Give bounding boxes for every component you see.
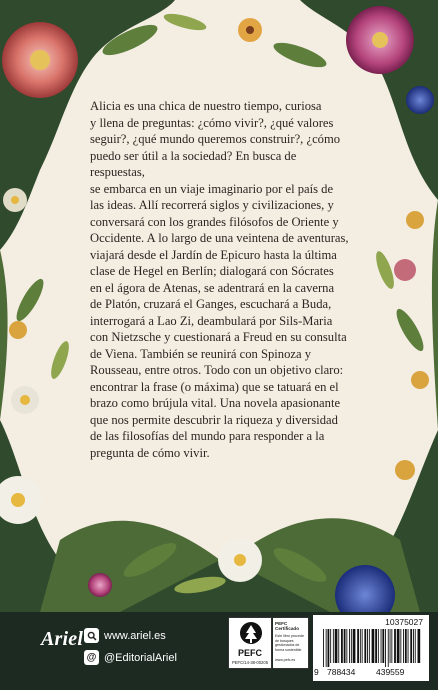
barcode-bar	[338, 629, 339, 663]
pefc-info-title: PEFC Certificado	[275, 621, 299, 631]
barcode-bar	[382, 629, 384, 663]
barcode-bar	[346, 629, 347, 663]
isbn-digit-group: 788434	[327, 667, 356, 677]
publisher-instagram[interactable]	[84, 649, 177, 666]
synopsis-line: Alicia es una chica de nuestro tiempo, curiosa	[90, 99, 322, 113]
pefc-info-url: www.pefc.es	[275, 658, 296, 663]
barcode-bar	[390, 629, 391, 663]
synopsis-line: que nos permite descubrir la riqueza y diversidad	[90, 412, 338, 427]
synopsis-line: en el ágora de Atenas, se adentrará en la caverna	[90, 280, 335, 295]
barcode-bar	[323, 629, 324, 667]
isbn-digit-group: 9	[314, 667, 319, 677]
barcode-bar	[388, 629, 389, 667]
barcode-bar	[353, 629, 356, 663]
barcode-bar	[403, 629, 404, 663]
barcode-bar	[400, 629, 401, 663]
isbn-barcode	[313, 615, 429, 681]
barcode-bar	[408, 629, 409, 663]
synopsis-line: Occidente. A lo largo de una veintena de aventuras,	[90, 231, 349, 245]
pefc-certification-logo	[228, 617, 272, 669]
barcode-bar	[385, 629, 386, 667]
instagram-handle[interactable]: @EditorialAriel	[104, 651, 177, 664]
synopsis-line: pregunta de cómo vivir.	[90, 445, 210, 460]
barcode-bar	[418, 629, 421, 663]
synopsis-line: encontrar la frase (o máxima) que se tatuará en el	[90, 379, 339, 394]
barcode-bar	[364, 629, 366, 663]
barcode-bar	[357, 629, 359, 663]
barcode-top-number: 10375027	[385, 617, 423, 627]
barcode-bar	[369, 629, 370, 663]
barcode-bar	[397, 629, 400, 663]
barcode-bar	[372, 629, 375, 663]
synopsis-line: las ideas. Allí recorrerá siglos y civilizaciones, y	[90, 198, 334, 212]
synopsis-line: de Platón, cruzará el Ganges, escuchará a Buda,	[90, 297, 332, 311]
synopsis-line: clase de Hegel en Berlín; dialogará con Sócrates	[90, 264, 334, 278]
barcode-bar	[367, 629, 368, 663]
barcode-bar	[330, 629, 331, 663]
barcode-bar	[360, 629, 361, 663]
publisher-website[interactable]	[84, 627, 166, 644]
synopsis-line: se embarca en un viaje imaginario por el país de	[90, 181, 334, 196]
synopsis-line: brazo como brújula vital. Una novela apasionante	[90, 396, 341, 410]
barcode-bar	[391, 629, 392, 663]
synopsis-line: interrogará a Lao Zi, deambulará por Sils-Maria	[90, 313, 333, 328]
barcode-bar	[410, 629, 412, 663]
barcode-bar	[375, 629, 377, 663]
barcode-bar	[335, 629, 338, 663]
barcode-bar	[413, 629, 414, 663]
synopsis-line: de las filosofías del mundo para responder a la	[90, 429, 325, 443]
barcode-bar	[333, 629, 334, 663]
instagram-icon: @	[84, 650, 99, 665]
back-cover-synopsis	[90, 98, 352, 461]
barcode-bar	[381, 629, 382, 663]
barcode-bar	[405, 629, 407, 663]
synopsis-line: Rousseau, entre otros. Todo con un objetivo claro:	[90, 363, 344, 377]
pefc-info-text: Este libro procede de bosques gestionados de forma sostenible	[275, 634, 304, 652]
synopsis-line: viajará desde el Jardín de Epicuro hasta la última	[90, 247, 337, 262]
barcode-bars	[321, 629, 421, 667]
synopsis-line: conversará con los grandes filósofos de Oriente y	[90, 214, 339, 229]
search-icon	[84, 628, 99, 643]
barcode-bar	[378, 629, 379, 663]
barcode-bar	[351, 629, 352, 663]
pefc-certification-info	[273, 617, 309, 669]
pefc-tree-icon	[239, 621, 263, 647]
barcode-bar	[328, 629, 330, 667]
barcode-bar	[326, 629, 327, 667]
publisher-logo: Ariel	[41, 628, 84, 650]
pefc-label: PEFC	[237, 648, 262, 658]
barcode-bar	[394, 629, 396, 663]
isbn-digit-group: 439559	[376, 667, 405, 677]
synopsis-line: de Viena. También se reunirá con Spinoza y	[90, 346, 312, 361]
barcode-bar	[415, 629, 416, 663]
synopsis-line: con Nietzsche y cuestionará a Freud en su consulta	[90, 330, 347, 344]
synopsis-line: y llena de preguntas: ¿cómo vivir?, ¿qué valores	[90, 115, 334, 130]
barcode-bar	[362, 629, 363, 663]
barcode-bar	[349, 629, 350, 663]
synopsis-line: seguir?, ¿qué mundo queremos construir?, ¿cómo	[90, 132, 341, 146]
pefc-code: PEFC/14-38-00205	[231, 660, 269, 665]
barcode-bar	[344, 629, 346, 663]
website-url[interactable]: www.ariel.es	[104, 629, 166, 642]
synopsis-line: puedo ser útil a la sociedad? En busca de respuestas,	[90, 148, 297, 179]
barcode-bar	[341, 629, 343, 663]
